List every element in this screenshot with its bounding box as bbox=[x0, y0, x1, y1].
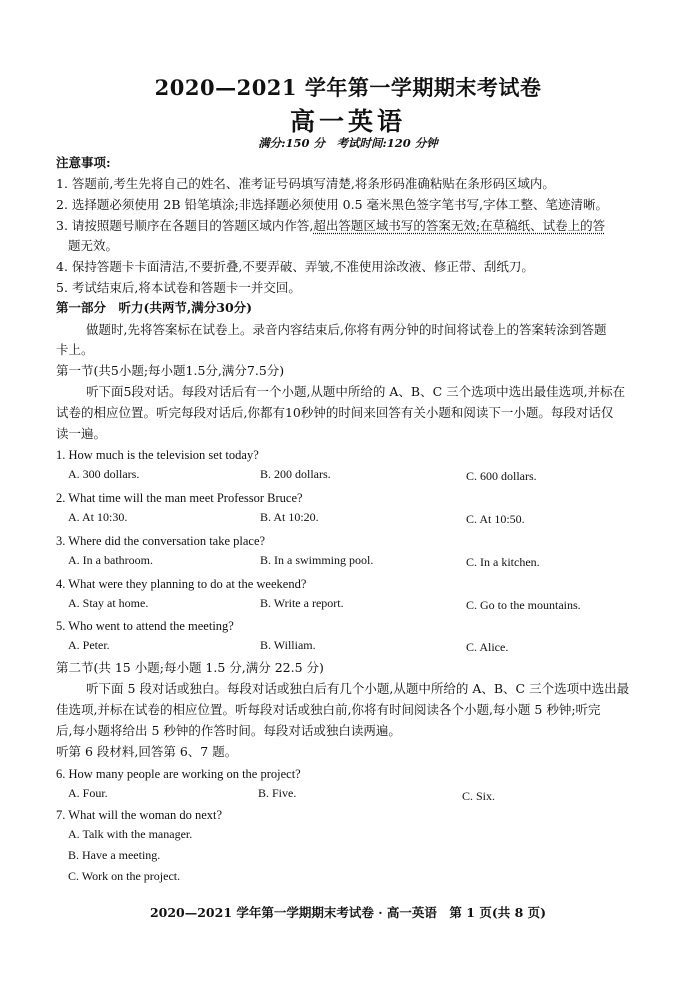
q7-option-b: B. Have a meeting. bbox=[68, 848, 161, 862]
question-5: 5. Who went to attend the meeting? bbox=[56, 619, 234, 633]
section1-intro-1: 听下面5段对话。每段对话后有一个小题,从题中所给的 A、B、C 三个选项中选出最佳选项,并标在 bbox=[86, 384, 626, 399]
q3-option-c: C. In a kitchen. bbox=[466, 555, 540, 569]
q4-option-b: B. Write a report. bbox=[260, 596, 344, 610]
note-item-5: 5. 考试结束后,将本试卷和答题卡一并交回。 bbox=[56, 280, 301, 295]
section2-intro-2: 佳选项,并标在试卷的相应位置。听每段对话或独白前,你将有时间阅读各个小题,每小题 5 秒钟;听完 bbox=[56, 702, 601, 717]
note-item-2: 2. 选择题必须使用 2B 铅笔填涂;非选择题必须使用 0.5 毫米黑色签字笔书写,字体工整、笔迹清晰。 bbox=[56, 197, 608, 212]
note-item-1: 1. 答题前,考生先将自己的姓名、准考证号码填写清楚,将条形码准确粘贴在条形码区域内。 bbox=[56, 176, 555, 191]
q5-option-a: A. Peter. bbox=[68, 638, 110, 652]
section2-intro-1: 听下面 5 段对话或独白。每段对话或独白后有几个小题,从题中所给的 A、B、C 三个选项中选出最 bbox=[86, 681, 630, 696]
q6-option-a: A. Four. bbox=[68, 786, 108, 800]
q6-option-c: C. Six. bbox=[462, 789, 496, 803]
note-item-3 bbox=[56, 217, 666, 235]
question-2: 2. What time will the man meet Professor Bruce? bbox=[56, 491, 303, 505]
q4-option-a: A. Stay at home. bbox=[68, 596, 149, 610]
notes-heading: 注意事项: bbox=[56, 155, 111, 170]
note-item-3-cont: 题无效。 bbox=[68, 238, 119, 253]
exam-subject: 高一英语 bbox=[289, 107, 406, 136]
q7-option-c: C. Work on the project. bbox=[68, 869, 181, 883]
q1-option-c: C. 600 dollars. bbox=[466, 469, 537, 483]
section1-intro-2: 试卷的相应位置。听完每段对话后,你都有10秒钟的时间来回答有关小题和阅读下一小题。每段对话仅 bbox=[56, 405, 614, 420]
question-4: 4. What were they planning to do at the weekend? bbox=[56, 577, 307, 591]
q6-option-b: B. Five. bbox=[258, 786, 297, 800]
q1-option-b: B. 200 dollars. bbox=[260, 467, 331, 481]
part1-intro-2: 卡上。 bbox=[56, 342, 94, 357]
part1-intro-1: 做题时,先将答案标在试卷上。录音内容结束后,你将有两分钟的时间将试卷上的答案转涂到答题 bbox=[86, 322, 607, 337]
part1-heading: 第一部分 听力(共两节,满分30分) bbox=[56, 300, 253, 315]
score-and-time: 满分:150 分 考试时间:120 分钟 bbox=[258, 136, 438, 150]
section2-heading: 第二节(共 15 小题;每小题 1.5 分,满分 22.5 分) bbox=[56, 660, 324, 675]
section2-intro-3: 后,每小题将给出 5 秒钟的作答时间。每段对话或独白读两遍。 bbox=[56, 723, 401, 738]
q5-option-c: C. Alice. bbox=[466, 640, 509, 654]
question-6: 6. How many people are working on the project? bbox=[56, 767, 301, 781]
question-1: 1. How much is the television set today? bbox=[56, 448, 259, 462]
note-item-3-emphasis: 超出答题区域书写的答案无效;在草稿纸、试卷上的答 bbox=[313, 218, 606, 233]
section1-intro-3: 读一遍。 bbox=[56, 426, 107, 441]
q2-option-c: C. At 10:50. bbox=[466, 512, 525, 526]
note-item-3-start: 3. 请按照题号顺序在各题目的答题区域内作答, bbox=[56, 218, 314, 233]
q7-option-a: A. Talk with the manager. bbox=[68, 827, 193, 841]
section1-heading: 第一节(共5小题;每小题1.5分,满分7.5分) bbox=[56, 363, 285, 378]
note-item-4: 4. 保持答题卡卡面清洁,不要折叠,不要弄破、弄皱,不准使用涂改液、修正带、刮纸刀。 bbox=[56, 259, 534, 274]
exam-title: 2020—2021 学年第一学期期末考试卷 bbox=[154, 75, 542, 100]
q3-option-b: B. In a swimming pool. bbox=[260, 553, 374, 567]
section2-material: 听第 6 段材料,回答第 6、7 题。 bbox=[56, 744, 238, 759]
q5-option-b: B. William. bbox=[260, 638, 316, 652]
q3-option-a: A. In a bathroom. bbox=[68, 553, 153, 567]
q1-option-a: A. 300 dollars. bbox=[68, 467, 140, 481]
q4-option-c: C. Go to the mountains. bbox=[466, 598, 581, 612]
page-footer: 2020—2021 学年第一学期期末考试卷 · 高一英语 第 1 页(共 8 页) bbox=[149, 905, 547, 920]
question-7: 7. What will the woman do next? bbox=[56, 808, 223, 822]
q2-option-a: A. At 10:30. bbox=[68, 510, 128, 524]
question-3: 3. Where did the conversation take place? bbox=[56, 534, 266, 548]
q2-option-b: B. At 10:20. bbox=[260, 510, 319, 524]
